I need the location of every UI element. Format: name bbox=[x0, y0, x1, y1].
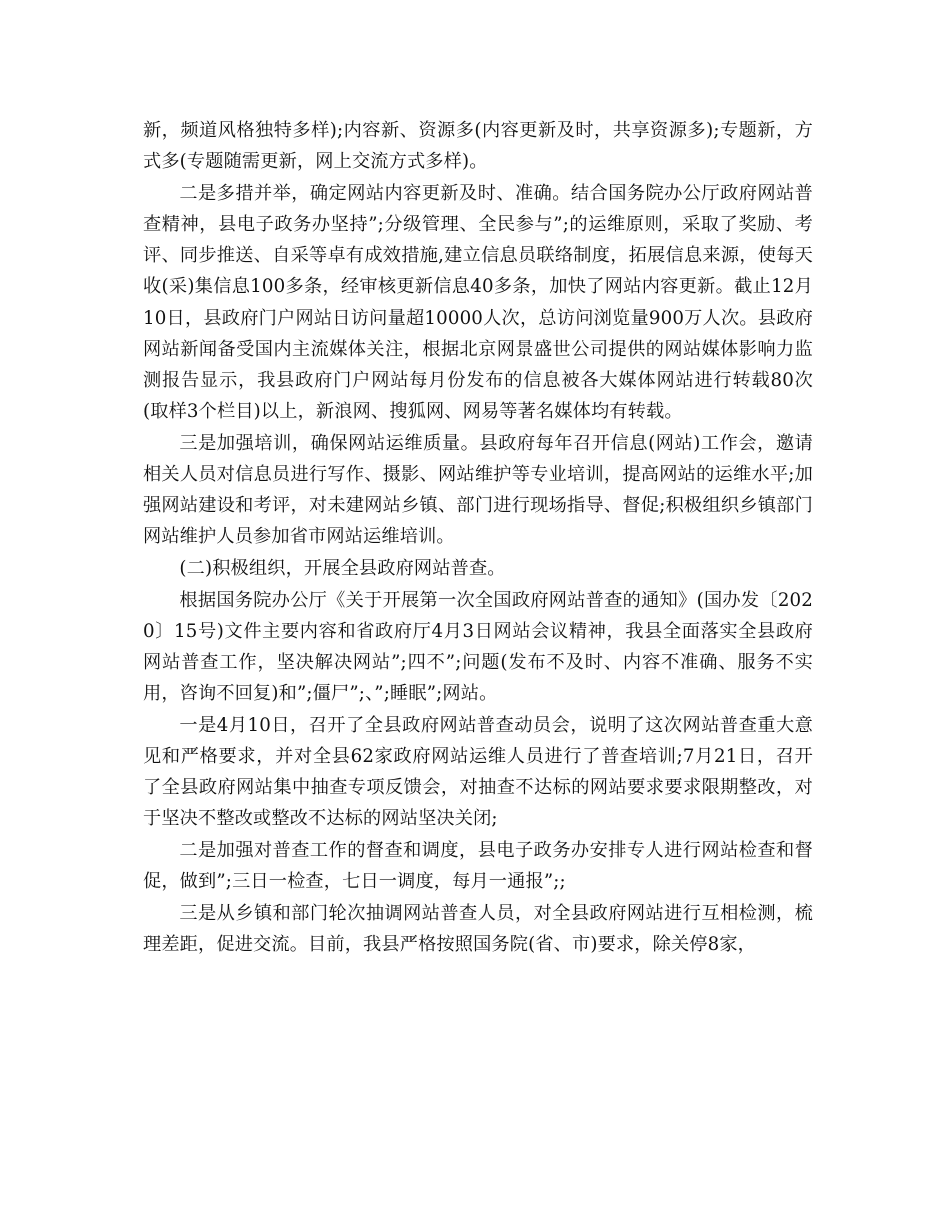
paragraph-7: 三是从乡镇和部门轮次抽调网站普查人员，对全县政府网站进行互相检测，梳理差距，促进交流。目前，我县严格按照国务院(省、市)要求，除关停8家， bbox=[143, 902, 813, 956]
document-body bbox=[143, 115, 813, 961]
paragraph-5: 一是4月10日，召开了全县政府网站普查动员会，说明了这次网站普查重大意见和严格要求，并对全县62家政府网站运维人员进行了普查培训;7月21日，召开了全县政府网站集中抽查专项反馈会，对抽查不达标的网站要求要求限期整改，对于坚决不整改或整改不达标的网站坚决关闭; bbox=[143, 714, 813, 830]
paragraph-6: 二是加强对普查工作的督查和调度，县电子政务办安排专人进行网站检查和督促，做到”;三日一检查，七日一调度，每月一通报”;; bbox=[143, 840, 813, 893]
paragraph-4: 根据国务院办公厅《关于开展第一次全国政府网站普查的通知》(国办发〔2020〕15号)文件主要内容和省政府厅4月3日网站会议精神，我县全面落实全县政府网站普查工作，坚决解决网站”;四不”;问题(发布不及时、内容不准确、服务不实用，咨询不回复)和”;僵尸”;、”;睡眠”;网站。 bbox=[143, 589, 813, 705]
paragraph-1: 新，频道风格独特多样);内容新、资源多(内容更新及时，共享资源多);专题新，方式多(专题随需更新，网上交流方式多样)。 bbox=[143, 120, 813, 173]
section-heading: (二)积极组织，开展全县政府网站普查。 bbox=[179, 558, 506, 580]
paragraph-2: 二是多措并举，确定网站内容更新及时、准确。结合国务院办公厅政府网站普查精神，县电子政务办坚持”;分级管理、全民参与”;的运维原则，采取了奖励、考评、同步推送、自采等卓有成效措施,建立信息员联络制度，拓展信息来源，使每天收(采)集信息100多条，经审核更新信息40多条，加快了网站内容更新。截止12月10日，县政府门户网站日访问量超10000人次，总访问浏览量900万人次。县政府网站新闻备受国内主流媒体关注，根据北京网景盛世公司提供的网站媒体影响力监测报告显示，我县政府门户网站每月份发布的信息被各大媒体网站进行转载80次(取样3个栏目)以上，新浪网、搜狐网、网易等著名媒体均有转载。 bbox=[143, 182, 813, 423]
paragraph-3: 三是加强培训，确保网站运维质量。县政府每年召开信息(网站)工作会，邀请相关人员对信息员进行写作、摄影、网站维护等专业培训，提高网站的运维水平;加强网站建设和考评，对未建网站乡镇、部门进行现场指导、督促;积极组织乡镇部门网站维护人员参加省市网站运维培训。 bbox=[143, 432, 813, 548]
